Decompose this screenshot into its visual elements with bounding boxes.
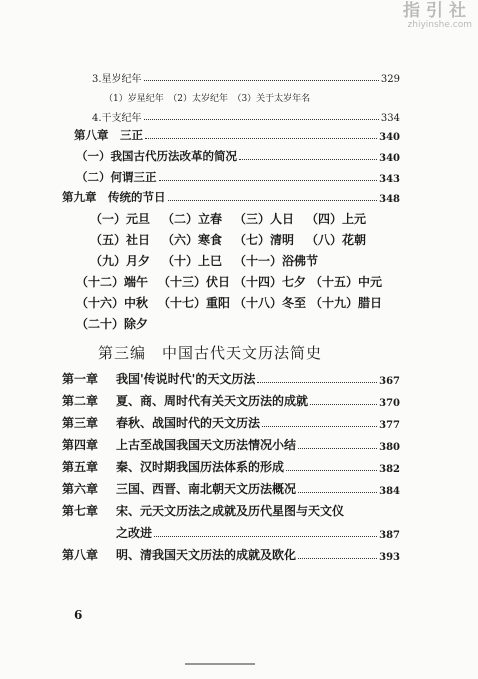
toc-chapter[interactable] xyxy=(74,127,400,143)
toc-entry[interactable] xyxy=(92,70,400,85)
toc-label: 第九章 传统的节日 xyxy=(62,190,166,204)
toc-chapter[interactable] xyxy=(62,414,400,431)
festival-item: （十五）中元 xyxy=(310,275,383,289)
toc-page: 387 xyxy=(379,530,400,541)
toc-page: 377 xyxy=(379,420,400,431)
toc-page: 340 xyxy=(379,132,400,143)
festival-item: （七）清明 xyxy=(234,233,295,247)
festival-item: （十）上巳 xyxy=(162,254,223,268)
chapter-title: 宋、元天文历法之成就及历代星图与天文仪 xyxy=(116,504,345,518)
toc-label: （1）岁星纪年 （2）太岁纪年 （3）关于太岁年名 xyxy=(104,94,311,104)
chapter-number: 第六章 xyxy=(62,482,99,496)
scan-artifact xyxy=(185,663,255,670)
watermark-text: 指引社 xyxy=(403,1,472,21)
toc-label: （一）我国古代历法改革的简况 xyxy=(76,149,237,163)
leader-dots xyxy=(168,199,378,201)
leader-dots xyxy=(298,491,377,493)
toc-entry[interactable] xyxy=(76,169,400,185)
festival-item: （十六）中秋 xyxy=(76,296,149,310)
festival-item: （五）社日 xyxy=(90,233,151,247)
toc-chapter[interactable] xyxy=(62,502,400,519)
toc-page: 334 xyxy=(380,113,400,124)
toc-chapter[interactable] xyxy=(62,392,400,409)
toc-entry[interactable] xyxy=(92,109,400,124)
toc-page: 393 xyxy=(379,552,400,563)
toc-page: 340 xyxy=(379,153,400,164)
chapter-title: 之改进 xyxy=(116,526,153,540)
festival-item: （十八）冬至 xyxy=(234,296,307,310)
toc-page: 380 xyxy=(379,442,400,453)
leader-dots xyxy=(144,118,379,120)
festival-item: （二）立春 xyxy=(162,212,223,226)
chapter-title: 我国'传说时代'的天文历法 xyxy=(116,372,256,386)
leader-dots xyxy=(262,425,377,427)
leader-dots xyxy=(310,403,377,405)
leader-dots xyxy=(239,158,377,160)
chapter-title: 明、清我国天文历法的成就及欧化 xyxy=(116,548,297,562)
toc-page: 329 xyxy=(380,74,400,85)
leader-dots xyxy=(298,557,377,559)
watermark xyxy=(403,2,472,31)
toc-entry[interactable] xyxy=(76,148,400,164)
festival-item: （十四）七夕 xyxy=(234,275,307,289)
chapter-title: 上古至战国我国天文历法情况小结 xyxy=(116,438,297,452)
leader-dots xyxy=(144,79,379,81)
toc-chapter[interactable] xyxy=(62,546,400,563)
leader-dots xyxy=(154,535,377,537)
festival-item: （十九）腊日 xyxy=(310,296,383,310)
toc-label: 第八章 三正 xyxy=(74,128,143,142)
toc-chapter-continuation[interactable] xyxy=(116,524,400,541)
chapter-number: 第七章 xyxy=(62,504,99,518)
leader-dots xyxy=(159,179,378,181)
page-number: 6 xyxy=(74,608,83,622)
chapter-number: 第二章 xyxy=(62,394,99,408)
toc-page: 370 xyxy=(379,398,400,409)
toc-page: 367 xyxy=(379,376,400,387)
toc-subentry xyxy=(104,91,310,104)
festival-item: （九）月夕 xyxy=(90,254,151,268)
part-title: 第三编 中国古代天文历法简史 xyxy=(98,344,323,362)
toc-page: 343 xyxy=(379,174,400,185)
toc-chapter[interactable] xyxy=(62,480,400,497)
festival-item: （八）花朝 xyxy=(306,233,367,247)
festival-item: （四）上元 xyxy=(306,212,367,226)
chapter-number: 第一章 xyxy=(62,372,99,386)
chapter-title: 夏、商、周时代有关天文历法的成就 xyxy=(116,394,309,408)
festival-item: （十三）伏日 xyxy=(158,275,231,289)
leader-dots xyxy=(257,381,377,383)
chapter-title: 秦、汉时期我国历法体系的形成 xyxy=(116,460,285,474)
toc-page: 382 xyxy=(379,464,400,475)
festival-item: （三）人日 xyxy=(234,212,295,226)
festival-item: （二十）除夕 xyxy=(76,317,149,331)
toc-label: （二）何谓三正 xyxy=(76,170,157,184)
toc-page: 348 xyxy=(379,194,400,205)
leader-dots xyxy=(145,137,377,139)
festival-item: （十七）重阳 xyxy=(158,296,231,310)
festival-item: （六）寒食 xyxy=(162,233,223,247)
toc-chapter[interactable] xyxy=(62,370,400,387)
watermark-url: zhiyinshe.com xyxy=(407,20,472,30)
festival-item: （十一）浴佛节 xyxy=(234,254,319,268)
chapter-title: 春秋、战国时代的天文历法 xyxy=(116,416,261,430)
leader-dots xyxy=(286,469,377,471)
festival-item: （一）元旦 xyxy=(90,212,151,226)
chapter-number: 第五章 xyxy=(62,460,99,474)
toc-chapter[interactable] xyxy=(62,189,400,205)
leader-dots xyxy=(298,447,377,449)
chapter-number: 第四章 xyxy=(62,438,99,452)
toc-page: 384 xyxy=(379,486,400,497)
toc-chapter[interactable] xyxy=(62,436,400,453)
toc-chapter[interactable] xyxy=(62,458,400,475)
chapter-number: 第八章 xyxy=(62,548,99,562)
chapter-number: 第三章 xyxy=(62,416,99,430)
chapter-title: 三国、西晋、南北朝天文历法概况 xyxy=(116,482,297,496)
toc-label: 4.干支纪年 xyxy=(92,113,142,124)
festival-item: （十二）端午 xyxy=(76,275,149,289)
toc-label: 3.星岁纪年 xyxy=(92,74,142,85)
